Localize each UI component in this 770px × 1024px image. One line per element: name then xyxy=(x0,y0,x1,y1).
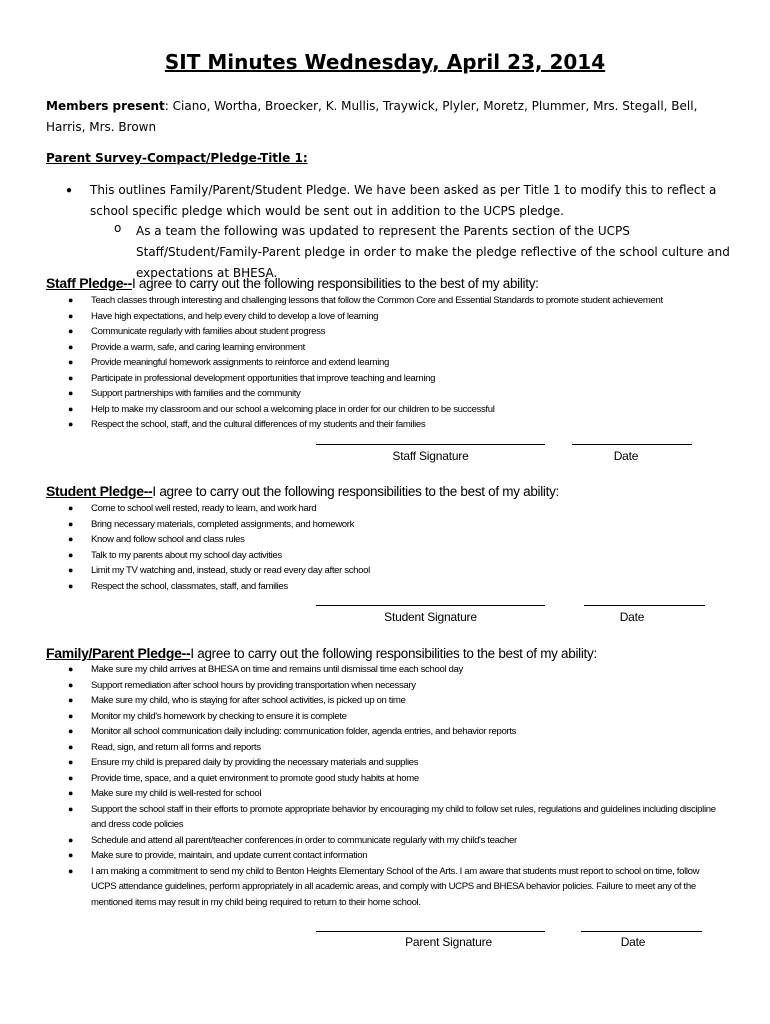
bullet-icon: ● xyxy=(68,741,74,752)
pledge-item-text: Provide time, space, and a quiet environment to promote good study habits at home xyxy=(91,772,419,784)
bullet-icon: ● xyxy=(68,518,74,529)
student-signature-label: Student Signature xyxy=(384,610,477,624)
bullet-icon: ● xyxy=(68,664,74,674)
bullet-icon: ● xyxy=(68,710,74,721)
parent-signature-label: Parent Signature xyxy=(405,935,492,949)
bullet-icon: ● xyxy=(68,549,74,560)
student-date-line xyxy=(584,605,705,606)
student-signature-line xyxy=(316,605,545,606)
student-pledge-heading xyxy=(46,483,559,499)
student-pledge-list xyxy=(0,501,770,594)
pledge-item-text: Talk to my parents about my school day activities xyxy=(91,549,282,561)
staff-signature-label: Staff Signature xyxy=(392,449,469,463)
pledge-item xyxy=(0,386,721,402)
pledge-item-text: Ensure my child is prepared daily by providing the necessary materials and supplies xyxy=(91,757,419,768)
staff-signature-line xyxy=(316,444,545,445)
staff-date-label: Date xyxy=(613,449,639,463)
staff-pledge-intro: I agree to carry out the following responsibilities to the best of my ability: xyxy=(132,276,539,291)
pledge-item-text: Respect the school, classmates, staff, and families xyxy=(91,580,288,592)
pledge-item xyxy=(0,532,721,548)
bullet-icon: ● xyxy=(68,803,74,814)
family-pledge-title: Family/Parent Pledge-- xyxy=(46,645,191,661)
pledge-item xyxy=(0,848,721,864)
pledge-item-text: Make sure my child arrives at BHESA on time and remains until dismissal time each school day xyxy=(91,664,463,675)
pledge-item xyxy=(0,340,721,356)
pledge-item xyxy=(0,678,721,694)
pledge-item xyxy=(0,563,721,579)
survey-heading: Parent Survey-Compact/Pledge-Title 1: xyxy=(46,151,308,165)
pledge-item-text: Make sure to provide, maintain, and update current contact information xyxy=(91,850,368,861)
pledge-item-text: Limit my TV watching and, instead, study or read every day after school xyxy=(91,565,370,576)
bullet-icon: ● xyxy=(68,834,74,845)
pledge-item xyxy=(0,355,721,371)
parent-date-line xyxy=(581,931,702,932)
student-date-label: Date xyxy=(619,610,645,624)
bullet-icon: ● xyxy=(68,503,74,513)
bullet-icon: ● xyxy=(68,372,74,383)
pledge-item xyxy=(0,724,721,740)
bullet-paragraph-2: As a team the following was updated to represent the Parents section of the UCPS Staff/Student/Family-Parent pledge in order to make the pledge reflective of the school culture and expectations at BHESA. xyxy=(136,224,730,280)
bullet-icon: ● xyxy=(68,388,74,398)
pledge-item-text: Know and follow school and class rules xyxy=(91,534,245,545)
members-present xyxy=(46,96,736,138)
page-title: SIT Minutes Wednesday, April 23, 2014 xyxy=(164,50,606,74)
pledge-item xyxy=(0,802,721,833)
pledge-item-text: Respect the school, staff, and the cultural differences of my students and their families xyxy=(91,419,426,430)
pledge-item-text: Bring necessary materials, completed assignments, and homework xyxy=(91,518,355,530)
bullet-icon: ● xyxy=(68,772,74,783)
bullet-icon: ● xyxy=(68,357,74,367)
bullet-icon: ● xyxy=(68,850,74,860)
pledge-item xyxy=(0,417,721,433)
bullet-icon: ● xyxy=(68,310,74,321)
family-pledge-heading xyxy=(46,645,597,661)
pledge-item xyxy=(0,548,721,564)
bullet-icon: ● xyxy=(68,419,74,429)
pledge-item xyxy=(0,833,721,849)
pledge-item-text: Communicate regularly with families about student progress xyxy=(91,326,326,337)
bullet-icon: ● xyxy=(68,865,74,876)
pledge-item-text: Make sure my child, who is staying for after school activities, is picked up on time xyxy=(91,695,406,706)
bullet-icon: ● xyxy=(68,726,74,736)
members-label: Members present xyxy=(46,99,165,113)
family-pledge-intro: I agree to carry out the following responsibilities to the best of my ability: xyxy=(190,646,597,661)
bullet-paragraph-1: This outlines Family/Parent/Student Pledge. We have been asked as per Title 1 to modify this to reflect a school specific pledge which would be sent out in addition to the UCPS pledge. xyxy=(90,183,717,218)
pledge-item xyxy=(0,501,721,517)
bullet-marker: o xyxy=(114,221,122,235)
pledge-item xyxy=(0,864,721,911)
pledge-item-text: Schedule and attend all parent/teacher conferences in order to communicate regularly with my child's teacher xyxy=(91,834,517,846)
bullet-icon: ● xyxy=(66,185,73,196)
bullet-icon: ● xyxy=(68,295,74,305)
pledge-item-text: Support the school staff in their efforts to promote appropriate behavior by encouraging my child to follow set rules, regulations and guidelines including discipline and dress code policies xyxy=(91,803,716,830)
pledge-item-text: Monitor all school communication daily including: communication folder, agenda entries, and behavior reports xyxy=(91,726,517,737)
members-list: : Ciano, Wortha, Broecker, K. Mullis, Traywick, Plyler, Moretz, Plummer, Mrs. Stegall, Bell, Harris, Mrs. Brown xyxy=(46,99,698,134)
pledge-item-text: Support remediation after school hours by providing transportation when necessary xyxy=(91,679,416,691)
bullet-icon: ● xyxy=(68,534,74,544)
pledge-item xyxy=(0,309,721,325)
bullet-icon: ● xyxy=(68,788,74,798)
pledge-item xyxy=(0,579,721,595)
pledge-item-text: Help to make my classroom and our school a welcoming place in order for our children to be successful xyxy=(91,403,495,415)
parent-date-label: Date xyxy=(620,935,646,949)
pledge-item xyxy=(0,693,721,709)
pledge-item xyxy=(0,371,721,387)
pledge-item xyxy=(0,402,721,418)
bullet-icon: ● xyxy=(68,580,74,591)
staff-pledge-title: Staff Pledge-- xyxy=(46,275,133,291)
pledge-item xyxy=(0,740,721,756)
pledge-item xyxy=(0,771,721,787)
student-pledge-intro: I agree to carry out the following responsibilities to the best of my ability: xyxy=(152,484,559,499)
pledge-item xyxy=(0,293,721,309)
pledge-item-text: Make sure my child is well-rested for school xyxy=(91,788,262,799)
pledge-item-text: Support partnerships with families and the community xyxy=(91,388,301,399)
pledge-item-text: Participate in professional development opportunities that improve teaching and learning xyxy=(91,372,436,384)
bullet-icon: ● xyxy=(68,326,74,336)
parent-signature-line xyxy=(316,931,545,932)
pledge-item-text: Have high expectations, and help every child to develop a love of learning xyxy=(91,310,379,322)
bullet-icon: ● xyxy=(68,403,74,414)
bullet-icon: ● xyxy=(68,757,74,767)
pledge-item-text: I am making a commitment to send my child to Benton Heights Elementary School of the Arts. I am aware that students must report to school on time, follow UCPS attendance guidelines, perform appropriately in all academic areas, and comply with UCPS and BHESA behavior policies. Failure to meet any of the mentioned items may result in my child being required to return to their home school. xyxy=(91,865,700,908)
pledge-item xyxy=(0,786,721,802)
student-pledge-title: Student Pledge-- xyxy=(46,483,153,499)
family-pledge-list xyxy=(0,662,770,910)
bullet-icon: ● xyxy=(68,341,74,352)
pledge-item-text: Come to school well rested, ready to learn, and work hard xyxy=(91,503,317,514)
pledge-item-text: Teach classes through interesting and challenging lessons that follow the Common Core and Essential Standards to promote student achievement xyxy=(91,295,663,306)
pledge-item xyxy=(0,755,721,771)
pledge-item xyxy=(0,324,721,340)
pledge-item xyxy=(0,517,721,533)
pledge-item-text: Monitor my child's homework by checking to ensure it is complete xyxy=(91,710,347,722)
bullet-icon: ● xyxy=(68,565,74,575)
bullet-icon: ● xyxy=(68,695,74,705)
staff-pledge-list xyxy=(0,293,770,433)
pledge-item xyxy=(0,662,721,678)
bullet-icon: ● xyxy=(68,679,74,690)
pledge-item-text: Provide meaningful homework assignments to reinforce and extend learning xyxy=(91,357,389,368)
pledge-item-text: Read, sign, and return all forms and reports xyxy=(91,741,261,753)
pledge-item xyxy=(0,709,721,725)
pledge-item-text: Provide a warm, safe, and caring learning environment xyxy=(91,341,305,353)
staff-pledge-heading xyxy=(46,275,539,291)
staff-date-line xyxy=(572,444,692,445)
